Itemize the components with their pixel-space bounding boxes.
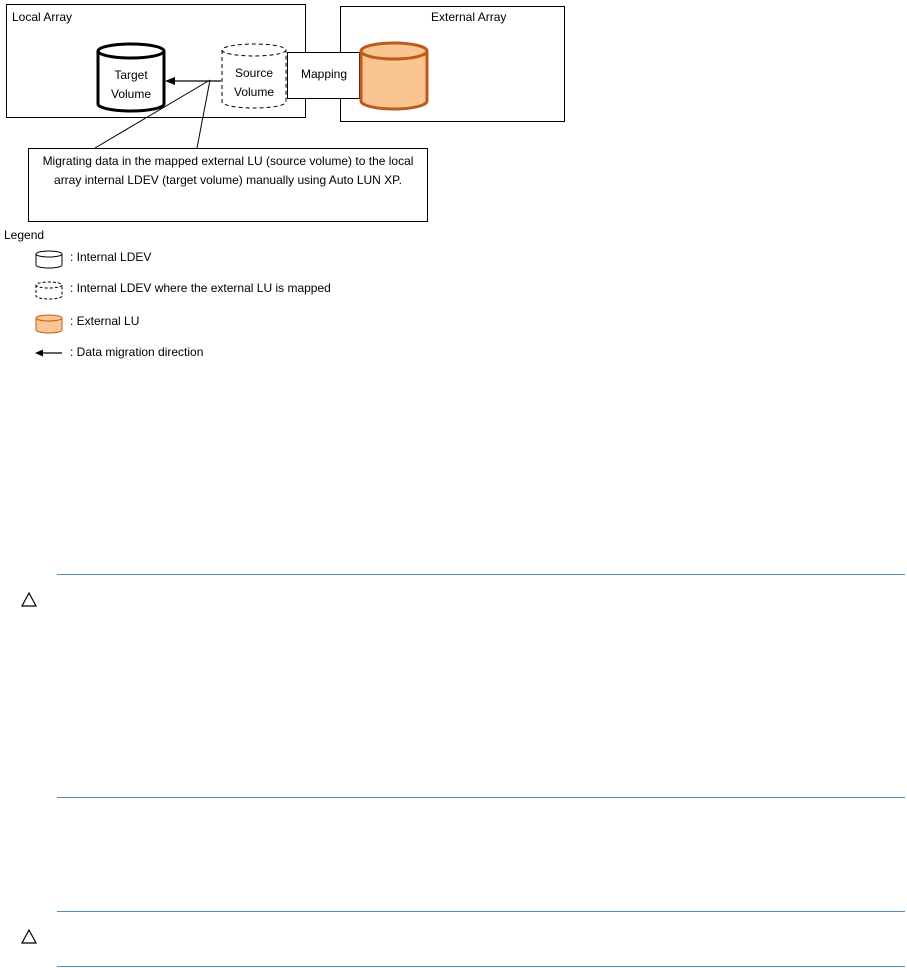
- source-volume-line2: Volume: [233, 85, 275, 99]
- external-lu-icon: [34, 313, 64, 335]
- target-volume-line1: Target: [114, 68, 148, 82]
- target-volume-label: [101, 66, 161, 104]
- internal-ldev-icon: [34, 249, 64, 269]
- source-volume-line1: Source: [234, 66, 274, 80]
- note-rule-bottom-1: [57, 797, 905, 798]
- mapping-label: Mapping: [300, 67, 348, 81]
- mapped-ldev-icon: [34, 280, 64, 300]
- note-rule-bottom-2: [57, 966, 905, 967]
- external-lu-cylinder: [361, 43, 427, 109]
- legend-title: Legend: [4, 228, 45, 242]
- legend-label: : Internal LDEV where the external LU is mapped: [70, 281, 331, 295]
- external-array-title: External Array: [431, 10, 507, 24]
- target-volume-line2: Volume: [110, 87, 152, 101]
- note-rule-top-1: [57, 574, 905, 575]
- arrow-left-icon: [34, 344, 64, 364]
- diagram-caption: Migrating data in the mapped external LU (source volume) to the local array internal LDEV (target volume) manually using Auto LUN XP.: [28, 148, 428, 222]
- legend-label: : External LU: [70, 314, 140, 328]
- source-volume-label: [224, 64, 284, 102]
- legend-label: : Data migration direction: [70, 345, 204, 359]
- local-array-title: Local Array: [12, 10, 73, 24]
- caution-icon: [21, 592, 37, 607]
- caution-icon: [21, 929, 37, 944]
- note-rule-top-2: [57, 911, 905, 912]
- legend-label: : Internal LDEV: [70, 250, 152, 264]
